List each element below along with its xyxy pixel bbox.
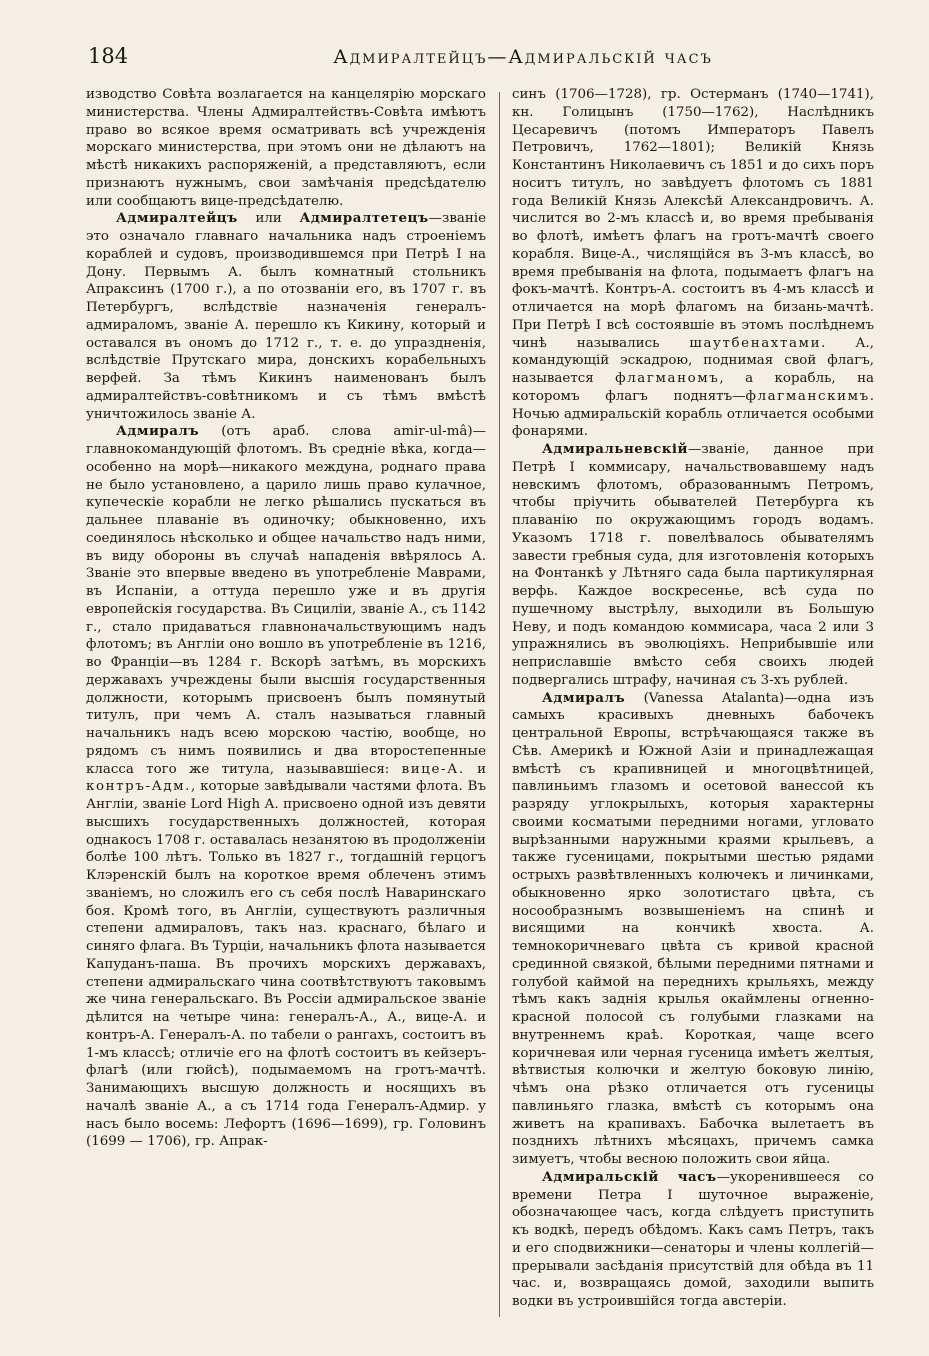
paragraph-council xyxy=(86,86,486,210)
page-header xyxy=(88,44,888,84)
paragraph-text: , а корабль, на которомъ флагъ поднятъ— xyxy=(512,371,874,404)
term-flagman: флагманомъ xyxy=(615,371,720,386)
paragraph-text: . Ночью адмиральскій корабль отличается особыми фонарями. xyxy=(512,388,874,440)
page-number: 184 xyxy=(88,44,129,68)
running-title: Адмиралтейцъ—Адмиральскій часъ xyxy=(333,46,713,68)
paragraph-text: синъ (1706—1728), гр. Остерманъ (1740—1741), кн. Голицынъ (1750—1762), Наслѣдникъ Цесаревичъ (потомъ Императоръ Павелъ Петровичъ, 1762—1801); Великій Князь Константинъ Николаевичъ съ 1851 и до сихъ поръ носитъ титулъ, но завѣдуетъ флотомъ съ 1881 года Великій Князь Алексѣй Александровичъ. А. числится во 2-мъ классѣ и, во время пребыванія во флотѣ, имѣетъ флагъ на гротъ-мачтѣ своего корабля. Вице-А., числящійся въ 3-мъ классѣ, во время пребыванія на флота, подымаетъ флагъ на фокъ-мачтѣ. Контръ-А. состоитъ въ 4-мъ классѣ и отличается на морѣ флагомъ на бизань-мачтѣ. При Петрѣ I всѣ состоявшіе въ этомъ послѣднемъ чинѣ назывались xyxy=(512,87,874,351)
entry-term: Адмиралтейцъ xyxy=(116,210,238,227)
term-rear-admiral: контръ-Адм. xyxy=(86,779,192,795)
entry-admiralteits xyxy=(86,210,486,423)
paragraph-admiral-continued xyxy=(512,86,874,441)
entry-text: (отъ араб. слова amir-ul-mâ)—главнокомандующій флотомъ. Въ средніе вѣка, когда—особенно на морѣ—никакого междуна, роднаго права не было установлено, а царило лишь право кулачное, купеческіе корабли не легко рѣшались пускаться въ дальнее плаваніе въ одиночку; обыкновенно, ихъ соединялось нѣсколько и общее начальство надъ ними, въ виду обороны въ случаѣ нападенія ввѣрялось А. Званіе это впервые введено въ употребленіе Маврами, въ Испаніи, а оттуда перешло уже и въ другія европейскія государства. Въ Сициліи, званіе А., съ 1142 г., стало придаваться главноначальствующимъ надъ флотомъ; въ Англіи оно вошло въ употребленіе въ 1216, во Франціи—въ 1284 г. Вскорѣ затѣмъ, въ морскихъ державахъ учреждены были высшія государственныя должности, которымъ присвоенъ былъ помянутый титулъ, при чемъ А. сталъ называться главный начальникъ надъ всею морскою частію, вообще, но рядомъ съ нимъ появились и два второстепенные класса того же титула, называвшіеся: xyxy=(86,424,486,777)
term-vice-admiral: вице-А. xyxy=(401,761,465,777)
entry-term: Адмиральскій часъ xyxy=(542,1168,717,1185)
entry-connector: и xyxy=(464,761,486,777)
paragraph-text: . А., командующій эскадрою, поднимая свой флагъ, называется xyxy=(512,335,875,386)
left-column xyxy=(86,86,486,1151)
term-flagship: флагманскимъ xyxy=(745,388,870,404)
paragraph-text: изводство Совѣта возлагается на канцелярію морскаго министерства. Члены Адмиралтействъ-Совѣта имѣютъ право во всякое время осматривать всѣ учрежденія морскаго министерства, при этомъ они не дѣлаютъ на мѣстѣ никакихъ распоряженій, а представляютъ, если признаютъ нужнымъ, свои замѣчанія предсѣдателю или сообщаютъ вице-предсѣдателю. xyxy=(86,87,486,209)
entry-admiral-nevsky xyxy=(512,441,874,690)
entry-admiral xyxy=(86,423,486,1151)
entry-admiral-hour xyxy=(512,1169,874,1311)
entry-term: Адмиралъ xyxy=(116,423,200,440)
entry-term-variant: Адмиралтетецъ xyxy=(299,210,429,227)
entry-term: Адмиралъ xyxy=(542,689,626,706)
entry-text: —укоренившееся со времени Петра I шуточное выраженіе, обозначающее часъ, когда слѣдуетъ приступить къ водкѣ, передъ обѣдомъ. Какъ самъ Петръ, такъ и его сподвижники—сенаторы и члены коллегій—прерывали засѣданія присутствій для обѣда въ 11 час. и, возвращаясь домой, заходили выпить водки въ устроившійся тогда австеріи. xyxy=(512,1169,874,1309)
right-column xyxy=(512,86,874,1311)
entry-term: Адмиральневскій xyxy=(542,441,688,457)
entry-text-continued: , которые завѣдывали частями флота. Въ Англіи, званіе Lord High А. присвоено одной изъ девяти высшихъ государственныхъ должностей, которая однакосъ 1708 г. оставалась незанятою въ продолженіи болѣе 100 лѣтъ. Только въ 1827 г., тогдашній герцогъ Клэренскій былъ на короткое время облеченъ этимъ званіемъ, но сложилъ его съ себя послѣ Наваринскаго боя. Кромѣ того, въ Англіи, существуютъ различныя степени адмираловъ, такъ наз. краснаго, бѣлаго и синяго флага. Въ Турціи, начальникъ флота называется Капуданъ-паша. Въ прочихъ морскихъ державахъ, степени адмиральскаго чина соотвѣтствуютъ таковымъ же чина генеральскаго. Въ Россіи адмиральское званіе дѣлится на четыре чина: генералъ-А., А., вице-А. и контръ-А. Генералъ-А. по табели о рангахъ, состоитъ въ 1-мъ классѣ; отличіе его на флотѣ состоитъ въ кейзеръ-флагѣ (или гюйсѣ), подымаемомъ на гротъ-мачтѣ. Занимающихъ высшую должность и носящихъ въ началѣ званіе А., а съ 1714 года Генералъ-Адмир. у насъ было восемь: Лефортъ (1696—1699), гр. Головинъ (1699 — 1706), гр. Апрак- xyxy=(86,779,486,1150)
entry-admiral-butterfly xyxy=(512,690,874,1169)
entry-text: —званіе, данное при Петрѣ I коммисару, начальствовавшему надъ невскимъ флотомъ, образованнымъ Петромъ, чтобы пріучить обывателей Петербурга къ плаванію по окружающимъ городъ водамъ. Указомъ 1718 г. повелѣвалось обывателямъ завести гребныя суда, для изготовленія которыхъ на Фонтанкѣ у Лѣтняго сада была партикулярная верфь. Каждое воскресенье, всѣ суда по пушечному выстрѣлу, выходили въ Большую Неву, и подъ командою коммисара, часа 2 или 3 упражнялись въ эволюціяхъ. Неприбывшіе или неприславшіе вмѣсто себя своихъ людей подвергались штрафу, начиная съ 3-хъ рублей. xyxy=(512,442,874,688)
entry-connector: или xyxy=(237,211,300,227)
entry-text: (Vanessa Atalanta)—одна изъ самыхъ красивыхъ дневныхъ бабочекъ центральной Европы, встрѣчающаяся также въ Сѣв. Америкѣ и Южной Азіи и принадлежащая вмѣстѣ съ крапивницей и многоцвѣтницей, павлиньимъ глазомъ и осетовой ванессой къ разряду углокрылыхъ, которыя характерны своими косматыми передними ногами, угловато вырѣзанными наружными краями крыльевъ, а также гусеницами, покрытыми шестью рядами острыхъ развѣтвленныхъ колючекъ и личинками, обыкновенно ярко золотистаго цвѣта, съ носообразнымъ возвышеніемъ на спинѣ и висящими на кончикѣ хвоста. А. темнокоричневаго цвѣта съ кривой красной срединной связкой, бѣлыми передними пятнами и голубой каймой на переднихъ крыльяхъ, между тѣмъ какъ заднія крылья окаймлены огненно-красной полосой съ голубыми глазками на внутреннемъ краѣ. Короткая, чаще всего коричневая или черная гусеница имѣетъ желтыя, вѣтвистыя колючки и желтую боковую линію, чѣмъ она рѣзко отличается отъ гусеницы павлиньяго глазка, вмѣстѣ съ которымъ она живетъ на крапивахъ. Бабочка вылетаетъ въ позднихъ лѣтнихъ мѣсяцахъ, причемъ самка зимуетъ, чтобы весною положить свои яйца. xyxy=(512,690,874,1167)
term-schoutbynacht: шаутбенахтами xyxy=(689,335,822,351)
column-divider xyxy=(499,92,500,1317)
entry-text: —званіе это означало главнаго начальника надъ строеніемъ кораблей и судовъ, производившемся при Петрѣ I на Дону. Первымъ А. былъ комнатный стольникъ Апраксинъ (1700 г.), а по отозваніи его, въ 1707 г. въ Петербургъ, вслѣдствіе назначенія генералъ-адмираломъ, званіе А. перешло къ Кикину, который и оставался въ ономъ до 1712 г., т. е. до упраздненія, вслѣдствіе Прутскаго мира, донскихъ корабельныхъ верфей. За тѣмъ Кикинъ наименованъ былъ адмиралтействъ-совѣтникомъ и съ тѣмъ вмѣстѣ уничтожилось званіе А. xyxy=(86,211,486,422)
